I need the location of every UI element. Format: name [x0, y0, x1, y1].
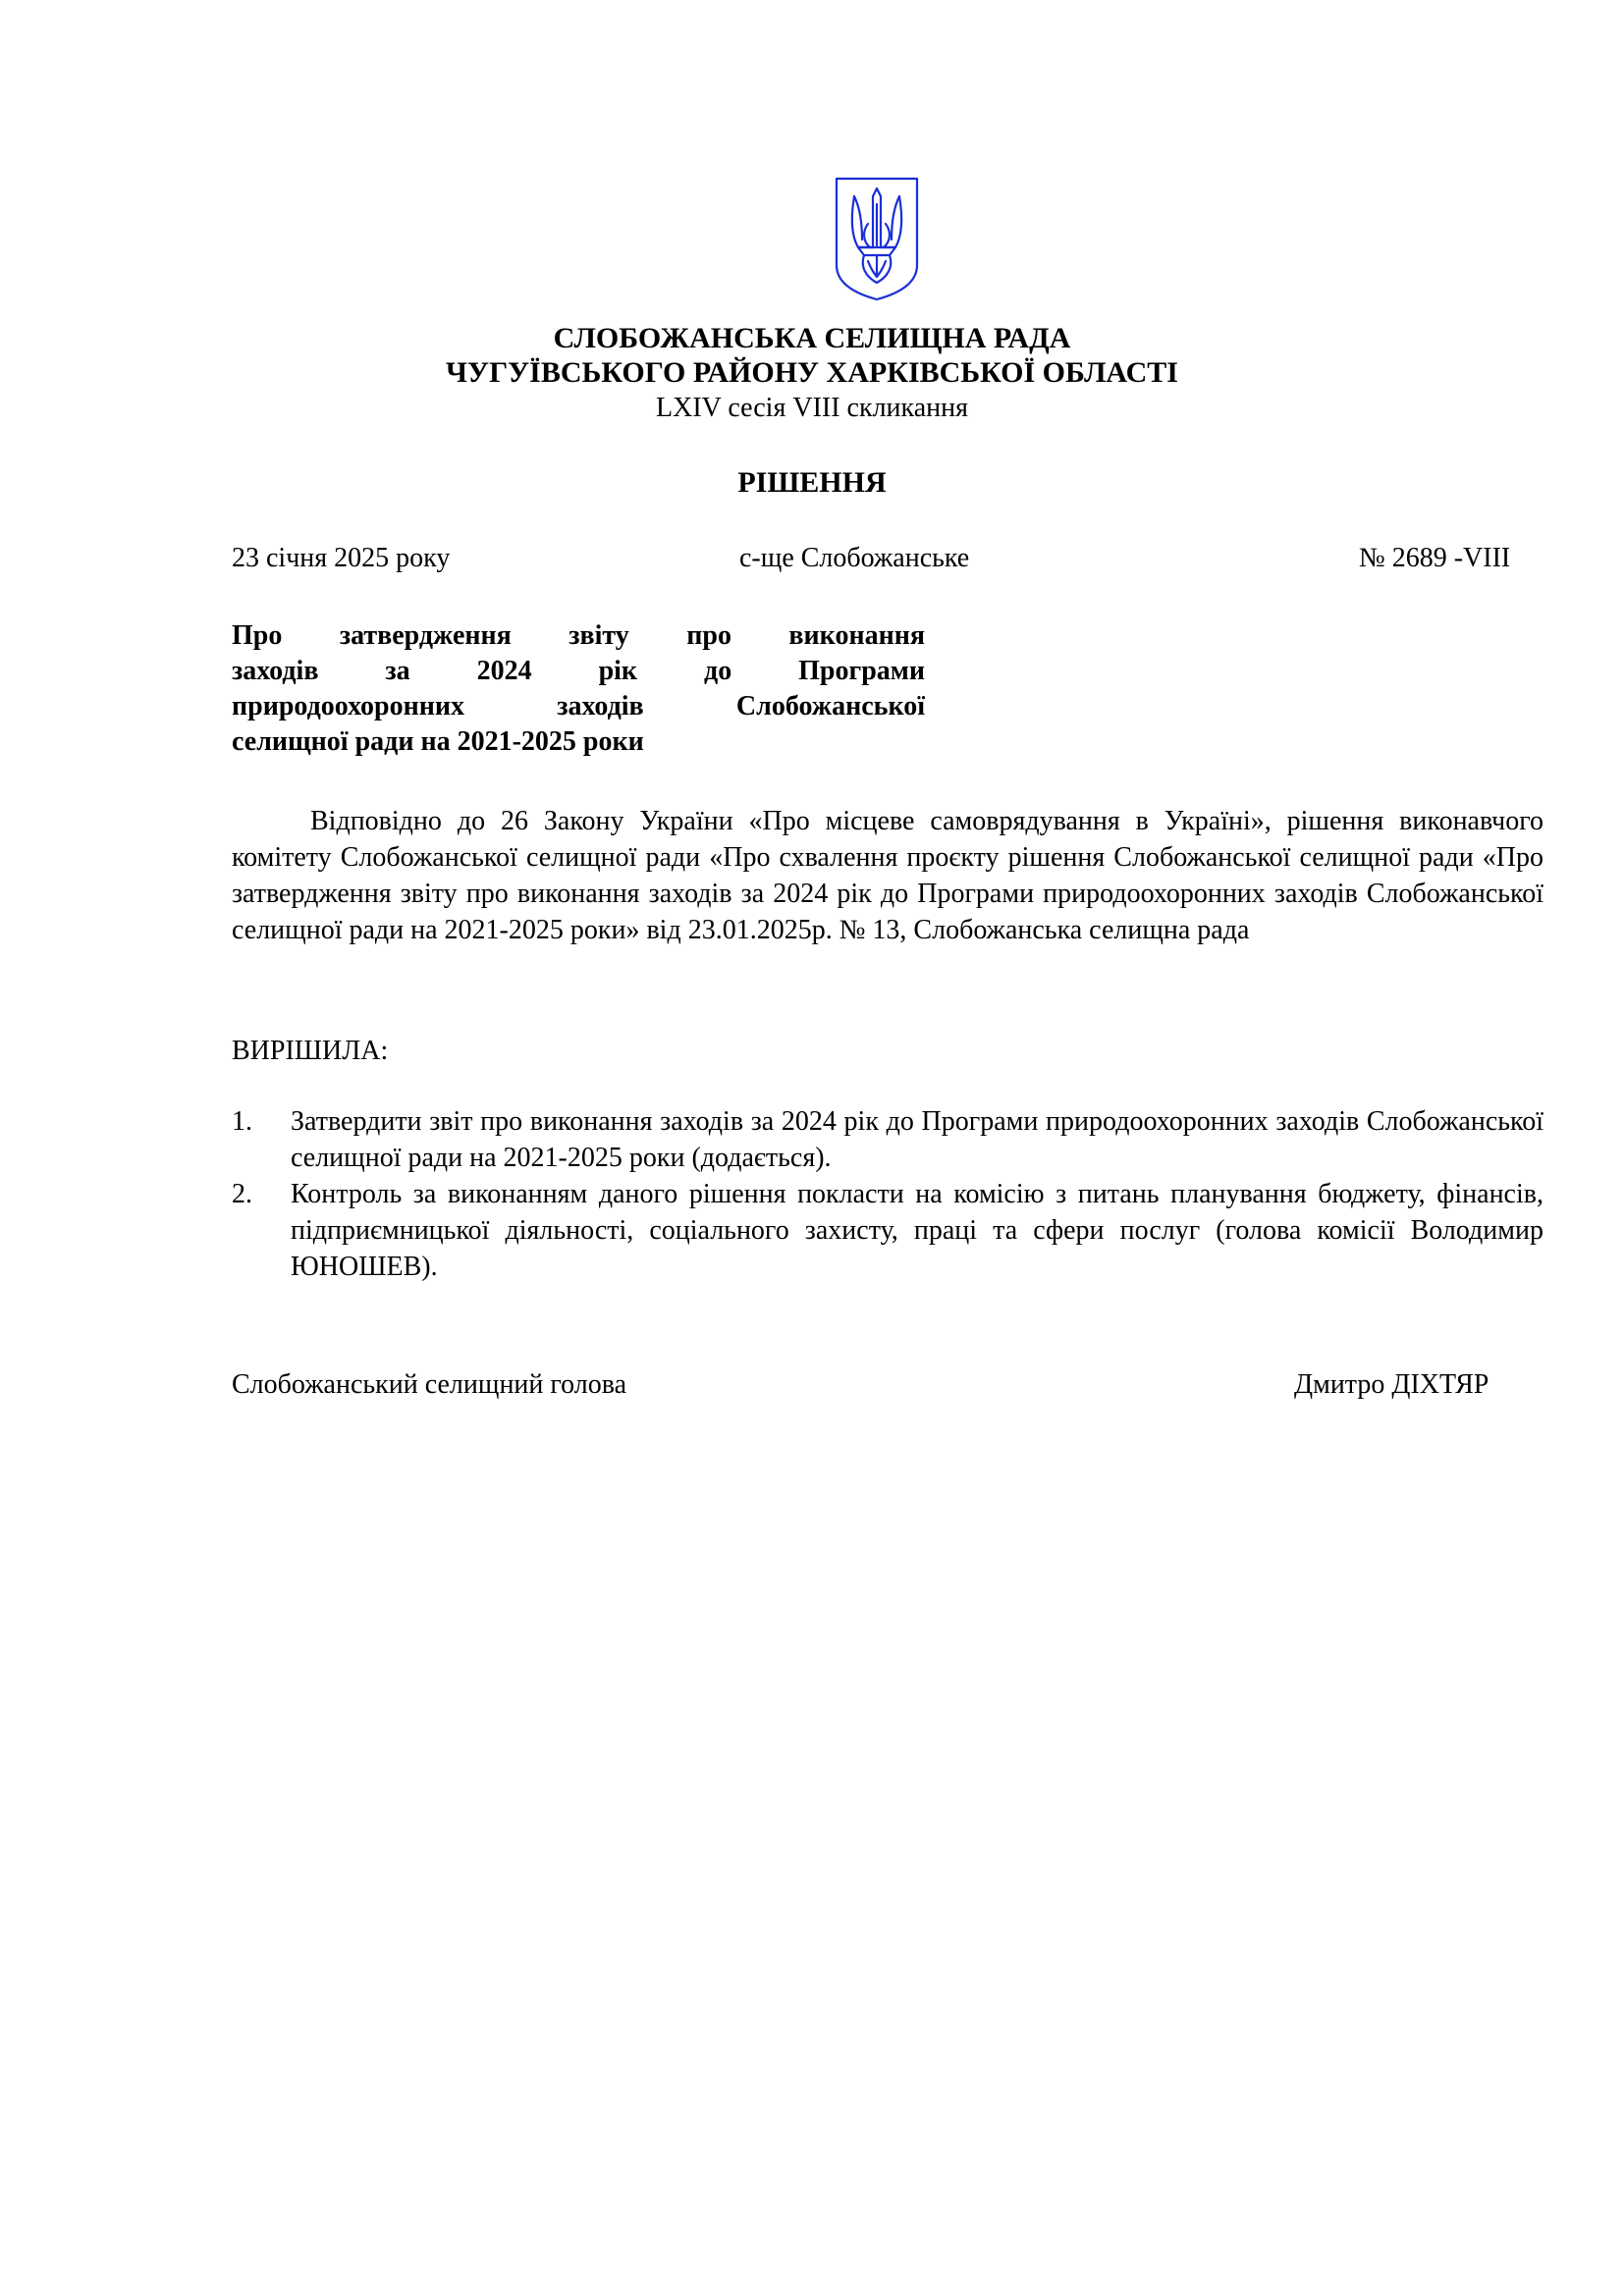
list-item-text: Контроль за виконанням даного рішення покласти на комісію з питань планування бюджету, фінансів, підприємницької діяльності, соціального захисту, праці та сфери послуг (голова комісії Володимир ЮНОШЕВ).: [291, 1179, 1543, 1282]
decided-label: ВИРІШИЛА:: [232, 1036, 389, 1066]
decision-subject: [232, 618, 925, 760]
document-type-title: РІШЕННЯ: [737, 466, 887, 499]
subject-line: природоохоронних заходів Слобожанської: [232, 691, 925, 721]
list-item: [232, 1103, 1543, 1176]
district-name: ЧУГУЇВСЬКОГО РАЙОНУ ХАРКІВСЬКОЇ ОБЛАСТІ: [446, 356, 1178, 389]
decision-items-list: [232, 1103, 1543, 1285]
session-line: LXIV сесія VIII скликання: [656, 393, 968, 423]
subject-line: заходів за 2024 рік до Програми: [232, 656, 925, 686]
subject-line: селищної ради на 2021-2025 роки: [232, 726, 644, 757]
list-item: [232, 1176, 1543, 1285]
decision-place: с-ще Слобожанське: [739, 543, 970, 573]
signer-name: Дмитро ДІХТЯР: [1294, 1369, 1489, 1400]
decision-number: № 2689 -VIII: [1359, 543, 1511, 573]
ukraine-trident-emblem-icon: [833, 175, 921, 302]
list-item-number: 1.: [232, 1106, 252, 1137]
council-name: СЛОБОЖАНСЬКА СЕЛИЩНА РАДА: [553, 322, 1071, 354]
list-item-text: Затвердити звіт про виконання заходів за 2024 рік до Програми природоохоронних заходів Слобожанської селищної ради на 2021-2025 роки (додається).: [291, 1106, 1543, 1173]
list-item-number: 2.: [232, 1179, 252, 1209]
signer-title: Слобожанський селищний голова: [232, 1369, 627, 1400]
decision-date: 23 січня 2025 року: [232, 543, 451, 573]
preamble-paragraph: Відповідно до 26 Закону України «Про місцеве самоврядування в Україні», рішення виконавчого комітету Слобожанської селищної ради «Про схвалення проєкту рішення Слобожанської селищної ради «Про затвердження звіту про виконання заходів за 2024 рік до Програми природоохоронних заходів Слобожанської селищної ради на 2021-2025 роки» від 23.01.2025р. № 13, Слобожанська селищна рада: [232, 806, 1543, 945]
subject-line: Про затвердження звіту про виконання: [232, 620, 925, 651]
